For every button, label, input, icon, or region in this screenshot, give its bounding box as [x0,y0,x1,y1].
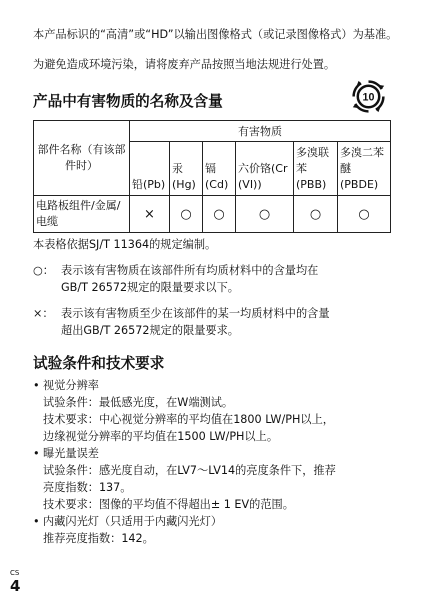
table-row [34,196,391,233]
bullet: • [33,447,40,460]
list-item [33,445,401,513]
hazardous-substance-table [33,120,391,233]
hazardous-section-title: 产品中有害物质的名称及含量 [33,93,223,110]
list-item-line: 技术要求：中心视觉分辨率的平均值在1800 LW/PH以上， [43,413,334,426]
table-header-chromium: 六价铬(Cr (VI)) [236,142,294,196]
environment-protection-use-period-icon [352,80,385,113]
list-item-line: 技术要求：图像的平均值不得超出± 1 EV的范围。 [43,498,294,511]
legend-symbol: ×： [33,307,54,320]
legend-text-line: 表示该有害物质至少在该部件的某一均质材料中的含量 [61,307,330,320]
table-header-substances: 有害物质 [130,121,391,142]
legend-text-line: 超出GB/T 26572规定的限量要求。 [61,324,239,337]
list-item [33,377,401,445]
hd-definition-paragraph: 本产品标识的“高清”或“HD”以输出图像格式（或记录图像格式）为基准。 [33,28,398,41]
bullet: • [33,515,40,528]
table-header-pbb: 多溴联苯(PBB) [294,142,338,196]
legend-text-line: GB/T 26572规定的限量要求以下。 [61,281,239,294]
test-conditions-title: 试验条件和技术要求 [33,355,165,372]
table-header-mercury: 汞(Hg) [170,142,203,196]
legend-symbol: ○： [33,264,54,277]
disposal-paragraph: 为避免造成环境污染，请将废弃产品按照当地法规进行处置。 [33,58,336,71]
list-item-line: 亮度指数：137。 [43,481,132,494]
table-header-pbde: 多溴二苯醚(PBDE) [338,142,391,196]
list-item-line: 试验条件：感光度自动，在LV7～LV14的亮度条件下，推荐 [43,464,336,477]
table-cell-mark: ○ [203,196,236,233]
list-item-heading: 内藏闪光灯（只适用于内藏闪光灯） [43,515,223,528]
page-number: 4 [10,577,21,595]
list-item-heading: 视觉分辨率 [43,379,99,392]
table-header-part-name: 部件名称（有该部件时） [34,121,130,196]
page-footer [10,569,40,595]
table-cell-mark: ○ [236,196,294,233]
table-standard-note: 本表格依据SJ/T 11364的规定编制。 [33,238,217,251]
bullet: • [33,379,40,392]
legend-item-cross [33,305,401,339]
table-cell-mark: ○ [294,196,338,233]
table-header-cadmium: 镉(Cd) [203,142,236,196]
list-item [33,513,401,547]
list-item-line: 推荐亮度指数：142。 [43,532,154,545]
legend-item-circle [33,262,401,296]
table-cell-mark: ○ [338,196,391,233]
list-item-line: 边缘视觉分辨率的平均值在1500 LW/PH以上。 [43,430,279,443]
legend-text-line: 表示该有害物质在该部件所有均质材料中的含量均在 [61,264,319,277]
table-cell-part: 电路板组件/金属/电缆 [34,196,130,233]
table-header-lead: 铅(Pb) [130,142,170,196]
document-page [33,26,401,547]
list-item-line: 试验条件：最低感光度，在W端测试。 [43,396,234,409]
hazardous-section-header [33,88,401,114]
list-item-heading: 曝光量误差 [43,447,99,460]
language-code: CS [10,569,20,577]
logo-number: 10 [362,91,375,104]
table-cell-mark: ○ [170,196,203,233]
table-cell-mark: × [130,196,170,233]
